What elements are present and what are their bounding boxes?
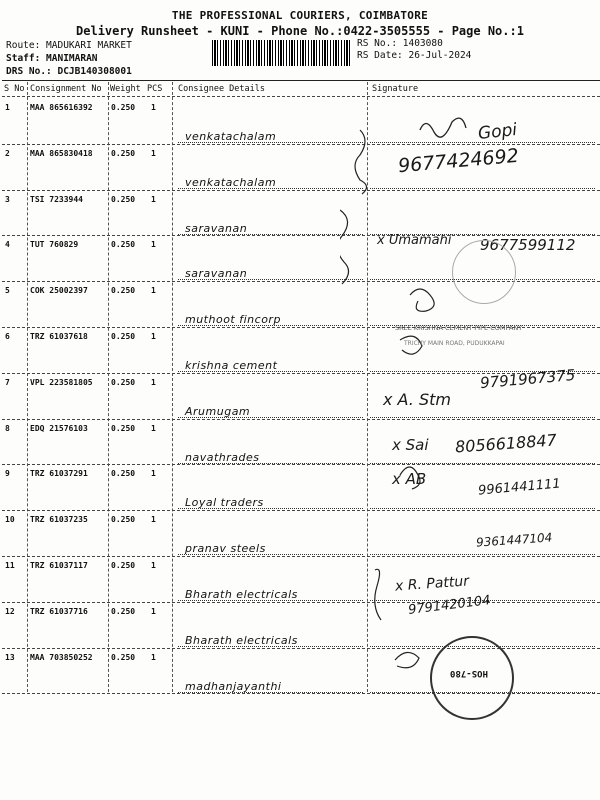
col-header-pcs: PCS xyxy=(147,84,163,94)
cell-pcs: 1 xyxy=(151,561,156,570)
cell-consignee: muthoot fincorp xyxy=(185,313,281,327)
cell-sno: 13 xyxy=(5,652,15,662)
handwritten-phone: 9961441111 xyxy=(477,476,562,499)
col-divider xyxy=(27,82,28,692)
cell-weight: 0.250 xyxy=(111,148,136,158)
cell-sno: 9 xyxy=(5,469,10,479)
drs-line: DRS No.: DCJB140308001 xyxy=(6,66,132,77)
handwritten-name: x R. Pattur xyxy=(394,573,470,595)
cell-consignee: krishna cement xyxy=(185,359,278,372)
cell-consignment: TUT 760829 xyxy=(30,240,79,250)
cell-consignee: Loyal traders xyxy=(185,496,264,510)
cell-consignment: EDQ 21576103 xyxy=(30,423,88,433)
cell-consignment: MAA 865830418 xyxy=(30,148,93,158)
handwritten-phone: 9677424692 xyxy=(397,144,520,178)
cell-consignee: saravanan xyxy=(185,221,248,235)
col-header-consignment: Consignment No xyxy=(30,84,102,94)
cell-pcs: 1 xyxy=(151,332,156,341)
cell-consignee: Bharath electricals xyxy=(185,633,298,647)
rs-date-line: RS Date: 26-Jul-2024 xyxy=(357,50,472,61)
cell-weight: 0.250 xyxy=(111,377,136,387)
cell-consignment: MAA 865616392 xyxy=(30,103,93,112)
cell-consignment: VPL 223581805 xyxy=(30,377,93,387)
cell-consignee: venkatachalam xyxy=(185,130,277,143)
cell-consignment: COK 25002397 xyxy=(30,286,88,296)
cell-consignee: saravanan xyxy=(185,267,248,281)
barcode xyxy=(212,40,352,66)
header-rule xyxy=(2,96,600,97)
cell-sno: 10 xyxy=(5,515,15,525)
cell-pcs: 1 xyxy=(151,240,156,250)
cell-consignee: madhanjayanthi xyxy=(185,679,282,693)
col-header-consignee: Consignee Details xyxy=(178,84,265,94)
table-top-rule xyxy=(2,80,600,81)
handwritten-name: x Sai xyxy=(392,436,429,454)
cell-sno: 8 xyxy=(5,423,10,433)
cell-consignment: MAA 703850252 xyxy=(30,652,93,662)
cell-weight: 0.250 xyxy=(111,332,136,341)
cell-pcs: 1 xyxy=(151,103,156,112)
handwritten-name: x AB xyxy=(392,470,427,488)
cell-pcs: 1 xyxy=(151,606,156,616)
handwritten-name: x A. Stm xyxy=(383,390,451,409)
handwritten-phone: 9791420104 xyxy=(407,593,492,618)
runsheet-title: Delivery Runsheet - KUNI - Phone No.:0422-3505555 - Page No.:1 xyxy=(76,24,524,38)
cell-consignment: TRZ 61037235 xyxy=(30,515,88,525)
cell-sno: 6 xyxy=(5,332,10,341)
cell-consignment: TRZ 61037117 xyxy=(30,561,88,570)
handwritten-phone: 9361447104 xyxy=(475,530,553,550)
stamp-text: SREE KRISHNA CEMENT PIPE COMPANY xyxy=(395,324,523,332)
cell-weight: 0.250 xyxy=(111,469,136,479)
cell-sno: 3 xyxy=(5,194,10,204)
handwritten-phone: 9791967375 xyxy=(479,365,577,393)
cell-sno: 5 xyxy=(5,286,10,296)
cell-consignee: venkatachalam xyxy=(185,175,277,189)
cell-pcs: 1 xyxy=(151,423,156,433)
cell-pcs: 1 xyxy=(151,652,156,662)
cell-pcs: 1 xyxy=(151,469,156,479)
cell-consignee: navathrades xyxy=(185,450,260,464)
cell-sno: 11 xyxy=(5,561,15,570)
cell-consignment: TRZ 61037291 xyxy=(30,469,88,479)
cell-weight: 0.250 xyxy=(111,515,136,525)
cell-pcs: 1 xyxy=(151,377,156,387)
cell-pcs: 1 xyxy=(151,286,156,296)
cell-sno: 7 xyxy=(5,377,10,387)
cell-consignment: TSI 7233944 xyxy=(30,194,83,204)
cell-weight: 0.250 xyxy=(111,286,136,296)
handwritten-name: x Umamahi xyxy=(377,233,452,248)
cell-consignee: pranav steels xyxy=(185,542,266,556)
cell-pcs: 1 xyxy=(151,148,156,158)
cell-weight: 0.250 xyxy=(111,606,136,616)
cell-weight: 0.250 xyxy=(111,652,136,662)
stamp-text: HOS-780 xyxy=(450,668,488,678)
cell-sno: 2 xyxy=(5,148,10,158)
cell-consignment: TRZ 61037716 xyxy=(30,606,88,616)
col-header-sno: S No xyxy=(4,84,25,94)
cell-consignment: TRZ 61037618 xyxy=(30,332,88,341)
cell-weight: 0.250 xyxy=(111,194,136,204)
cell-pcs: 1 xyxy=(151,515,156,525)
round-stamp xyxy=(430,636,514,720)
cell-consignee: Arumugam xyxy=(185,404,251,418)
cell-sno: 12 xyxy=(5,606,15,616)
handwritten-name: Gopi xyxy=(477,120,519,144)
col-header-weight: Weight xyxy=(110,84,141,94)
cell-weight: 0.250 xyxy=(111,103,136,112)
cell-consignee: Bharath electricals xyxy=(185,588,298,601)
col-divider xyxy=(108,82,109,692)
cell-weight: 0.250 xyxy=(111,240,136,250)
cell-sno: 4 xyxy=(5,240,10,250)
col-header-signature: Signature xyxy=(372,84,419,94)
route-line: Route: MADUKARI MARKET xyxy=(6,40,132,51)
handwritten-phone: 9677599112 xyxy=(480,236,576,254)
cell-weight: 0.250 xyxy=(111,561,136,570)
cell-sno: 1 xyxy=(5,103,10,112)
round-stamp xyxy=(452,240,516,304)
col-divider xyxy=(172,82,173,692)
rs-no-line: RS No.: 1403080 xyxy=(357,38,443,49)
stamp-text: TRICHY MAIN ROAD, PUDUKKAPAI xyxy=(404,340,505,347)
cell-weight: 0.250 xyxy=(111,423,136,433)
cell-pcs: 1 xyxy=(151,194,156,204)
company-title: THE PROFESSIONAL COURIERS, COIMBATORE xyxy=(171,9,429,22)
staff-line: Staff: MANIMARAN xyxy=(6,53,98,64)
handwritten-phone: 8056618847 xyxy=(454,430,558,457)
